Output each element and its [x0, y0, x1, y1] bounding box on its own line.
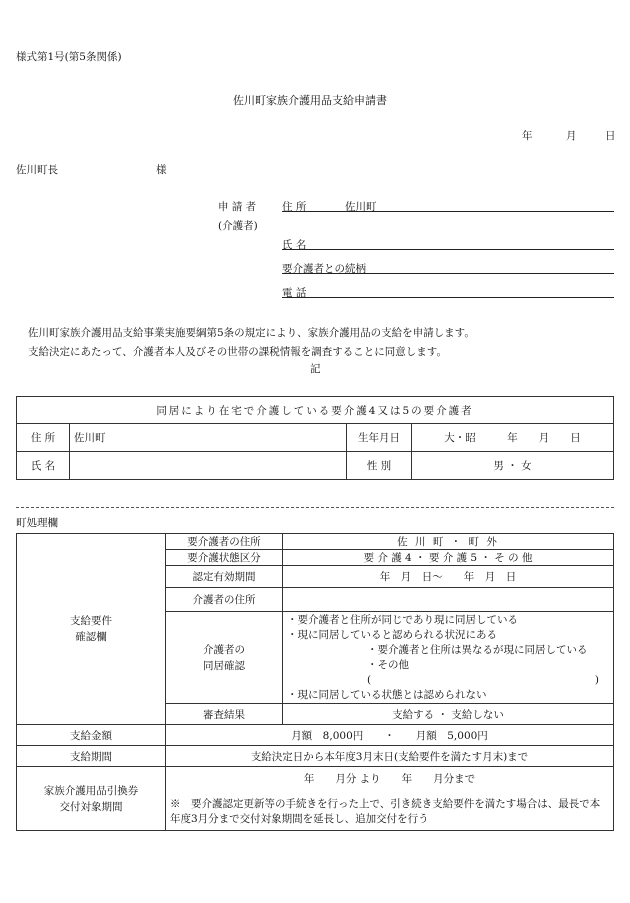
cohab-option-recognized[interactable]: ・現に同居していると認められる状況にある	[287, 629, 497, 641]
relation-underline[interactable]	[282, 273, 614, 274]
care-table-heading: 同居により在宅で介護している要介護4又は5の要介護者	[17, 397, 614, 424]
cohab-option-diff-address[interactable]: ・要介護者と住所は異なるが現に同居している	[367, 644, 588, 656]
applicant-name-label: 氏 名	[282, 239, 307, 251]
cohab-check-label-cell	[166, 612, 283, 704]
requirement-check-cell	[17, 534, 166, 725]
honorific: 様	[156, 164, 167, 176]
cohab-option-other[interactable]: ・その他	[367, 659, 409, 671]
voucher-label-1: 家族介護用品引換券	[43, 784, 139, 797]
paren-open: (	[367, 674, 372, 686]
caregiver-address-value[interactable]	[283, 588, 614, 612]
date-day: 日	[605, 130, 616, 142]
recipient-name-label: 氏 名	[17, 452, 70, 480]
recipient-name-value[interactable]	[70, 452, 347, 480]
voucher-label-cell	[17, 767, 166, 831]
recipient-address-label: 住 所	[17, 424, 70, 452]
office-table	[16, 533, 614, 831]
requirement-label-1: 支給要件	[70, 615, 112, 627]
paren-close: )	[594, 674, 599, 686]
cohab-label-2: 同居確認	[203, 659, 245, 672]
birth-date-label: 生年月日	[347, 424, 412, 452]
statement-line-1: 佐川町家族介護用品支給事業実施要綱第5条の規定により、家族介護用品の支給を申請します。	[28, 327, 475, 339]
amount-value[interactable]: 月額 8,000円 ・ 月額 5,000円	[166, 725, 614, 746]
addressee: 佐川町長	[16, 164, 58, 176]
care-level-value[interactable]: 要 介 護 4 ・ 要 介 護 5 ・ そ の 他	[283, 550, 614, 566]
applicant-phone-label: 電 話	[282, 287, 307, 299]
cohab-label-1: 介護者の	[203, 643, 245, 656]
applicant-relation-label: 要介護者との続柄	[282, 263, 366, 275]
recipient-address-check-value[interactable]: 佐 川 町 ・ 町 外	[283, 534, 614, 550]
caregiver-address-label: 介護者の住所	[166, 588, 283, 612]
recipient-address-value[interactable]: 佐川町	[70, 424, 347, 452]
cohab-option-not-recognized[interactable]: ・現に同居している状態とは認められない	[287, 689, 487, 701]
page-title: 佐川町家族介護用品支給申請書	[233, 94, 387, 107]
payment-period-value[interactable]: 支給決定日から本年度3月末日(支給要件を満たす月末)まで	[166, 746, 614, 767]
cert-period-label: 認定有効期間	[166, 566, 283, 588]
requirement-label-2: 確認欄	[75, 631, 107, 643]
sex-value[interactable]: 男 ・ 女	[412, 452, 614, 480]
cohab-option-same-address[interactable]: ・要介護者と住所が同じであり現に同居している	[287, 614, 518, 626]
care-recipient-table	[16, 396, 614, 480]
payment-period-label: 支給期間	[17, 746, 166, 767]
applicant-address-value[interactable]: 佐川町	[345, 201, 377, 213]
form-number: 様式第1号(第5条関係)	[16, 51, 122, 63]
phone-underline[interactable]	[282, 297, 614, 298]
address-underline	[282, 211, 614, 212]
ki-mark: 記	[310, 363, 321, 375]
office-section-label: 町処理欄	[16, 517, 58, 529]
applicant-label: 申 請 者	[218, 201, 257, 213]
date-year: 年	[522, 130, 533, 142]
voucher-period-cell	[166, 767, 614, 831]
sex-label: 性 別	[347, 452, 412, 480]
amount-label: 支給金額	[17, 725, 166, 746]
cert-period-value[interactable]: 年 月 日〜 年 月 日	[283, 566, 614, 588]
recipient-address-check-label: 要介護者の住所	[166, 534, 283, 550]
birth-date-value[interactable]: 大・昭 年 月 日	[412, 424, 614, 452]
date-month: 月	[566, 130, 577, 142]
cohab-other-paren[interactable]	[287, 673, 609, 688]
voucher-note: ※ 要介護認定更新等の手続きを行った上で、引き続き支給要件を満たす場合は、最長で本年度3月分まで交付対象期間を延長し、追加交付を行う	[170, 798, 601, 825]
cut-line	[16, 507, 614, 508]
applicant-sublabel: (介護者)	[218, 220, 258, 232]
review-result-value[interactable]: 支給する ・ 支給しない	[283, 704, 614, 725]
voucher-period-value[interactable]: 年 月分 より 年 月分まで	[303, 773, 476, 785]
cohab-options	[283, 612, 614, 704]
name-underline[interactable]	[282, 249, 614, 250]
care-level-label: 要介護状態区分	[166, 550, 283, 566]
applicant-address-label: 住 所	[282, 201, 307, 213]
voucher-label-2: 交付対象期間	[59, 800, 123, 813]
review-result-label: 審査結果	[166, 704, 283, 725]
statement-line-2: 支給決定にあたって、介護者本人及びその世帯の課税情報を調査することに同意します。	[28, 346, 447, 358]
